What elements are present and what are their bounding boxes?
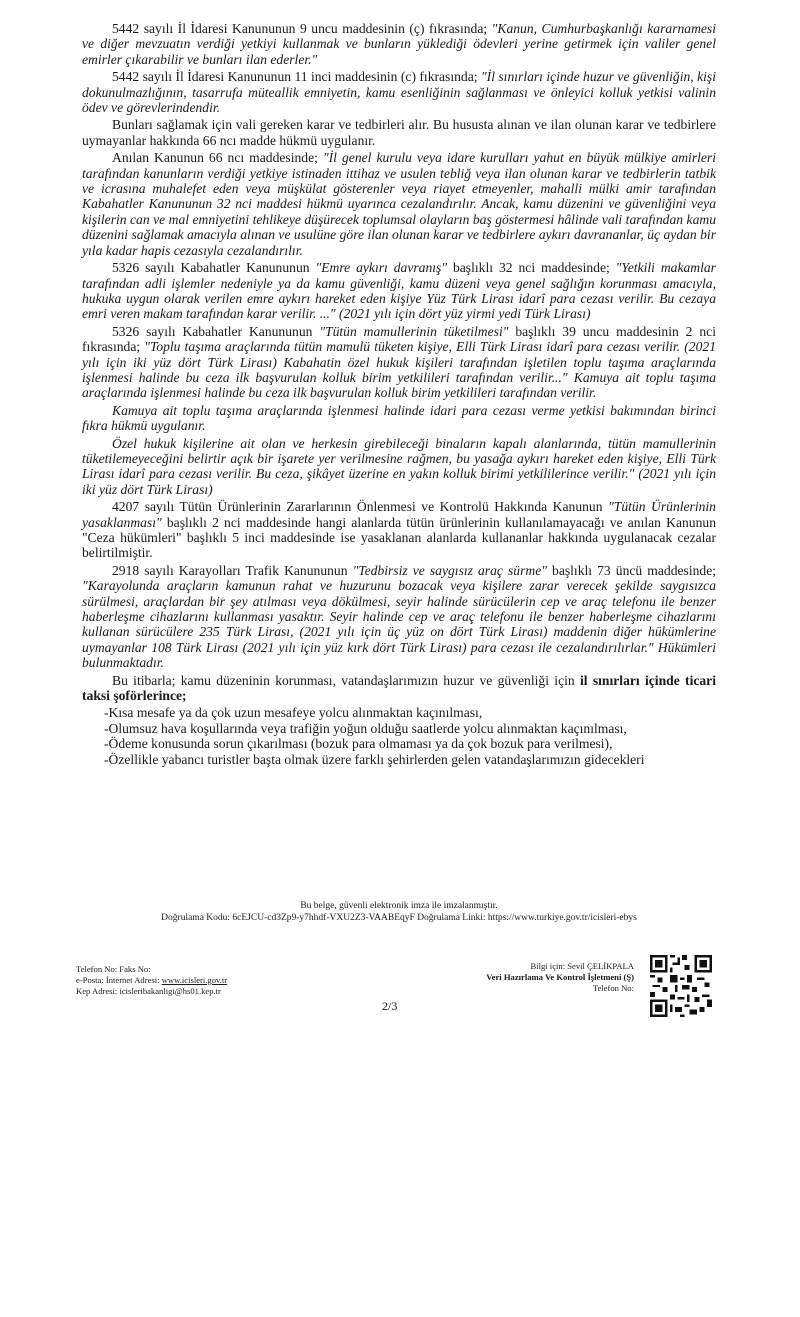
verification-code: Doğrulama Kodu: 6cEJCU-cd3Zp9-y7hhdf-VXU2Z3-VAABEqyF Doğrulama Linki: https://www.turkiye.gov.tr/icisleri-ebys <box>161 913 637 923</box>
text-run: 5442 sayılı İl İdaresi Kanununun 11 inci maddesinin (c) fıkrasında; <box>112 69 481 85</box>
signature-block <box>82 900 716 924</box>
qr-code-icon <box>650 955 712 1017</box>
list-item: -Özellikle yabancı turistler başta olmak üzere farklı şehirlerden gelen vatandaşlarımızın gidecekleri <box>104 751 645 767</box>
contact-phone: Telefon No: <box>592 983 634 993</box>
contact-title: Veri Hazırlama Ve Kontrol İşletmeni (Ş) <box>486 972 634 982</box>
text-run: başlıklı 39 uncu maddesinin 2 nci fıkrasında; <box>82 323 716 355</box>
text-run: "Tütün mamullerinin tüketilmesi" <box>319 323 509 339</box>
text-run: "İl sınırları içinde huzur ve güvenliğin, kişi dokunulmazlığının, tasarrufa müteallik emniyetin, kamu esenliğinin sağlanması ve önleyici kolluk yetkisi valinin ödev ve görevlerindendir. <box>82 69 716 116</box>
email-web-line <box>76 975 227 986</box>
text-run: "Yetkili makamlar tarafından adli işlemler nedeniyle ya da kamu güvenliği, kamu düzeni veya genel sağlığın korunması amacıyla, hukuka uygun olarak verilen emre aykırı hareket eden kişiye Yüz Türk Lirası idarî para cezası verilir. Bu cezaya emri veren makam tarafından karar verilir. ..." (2021 yılı için dört yüz yirmi yedi Türk Lirası) <box>82 260 716 322</box>
paragraph-10 <box>82 563 716 671</box>
text-run: 5326 sayılı Kabahatler Kanununun <box>112 260 316 276</box>
text-run: Bu itibarla; kamu düzeninin korunması, vatandaşlarımızın huzur ve güvenliği için <box>112 672 580 688</box>
paragraph-9 <box>82 499 716 561</box>
text-run: Kamuya ait toplu taşıma araçlarında işlenmesi halinde idari para cezası verme yetkisi bakımından birinci fıkra hükmü uygulanır. <box>82 402 716 434</box>
text-run: 2918 sayılı Karayolları Trafik Kanununun <box>112 562 353 578</box>
text-run: "Karayolunda araçların kamunun rahat ve huzurunu bozacak veya kişilere zarar verecek şekilde saygısızca sürülmesi, araçlardan bir şey atılması veya dökülmesi, seyir halinde sürücülerin cep ve araç telefonu ile benzer haberleşme cihazlarını kullanması yasaktır. Seyir halinde cep ve araç telefonu ile benzer haberleşme cihazlarını kullanan sürücülere 235 Türk Lirası, (2021 yılı için üç yüz on dört Türk Lirası) maddenin diğer hükümlerine uymayanlar 108 Türk Lirası (2021 yılı için yüz kırk dört Türk Lirası) para cezası ile cezalandırılırlar." Hükümleri bulunmaktadır. <box>82 578 716 671</box>
list-item: -Olumsuz hava koşullarında veya trafiğin yoğun olduğu saatlerde yolcu alınmaktan kaçınılması, <box>104 720 627 736</box>
signature-note: Bu belge, güvenli elektronik imza ile imzalanmıştır. <box>300 901 498 911</box>
kep-address-line: Kep Adresi: icisleribakanligi@hs01.kep.tr <box>76 986 221 996</box>
text-run: Özel hukuk kişilerine ait olan ve herkesin girebileceği binaların kapalı alanlarında, tütün mamullerinin tüketilemeyeceğini belirtir açık bir işarete yer verilmesine rağmen, bu yasağa aykırı hareket eden kişiye, Elli Türk Lirası idarî para cezası verilir. Bu ceza, şikâyet üzerine en yakın kolluk birimi yetkililerince verilir." (2021 yılı için iki yüz dört Türk Lirası) <box>82 435 716 497</box>
paragraph-7 <box>82 403 716 434</box>
document-body <box>82 21 716 767</box>
text-run: 4207 sayılı Tütün Ürünlerinin Zararlarının Önlenmesi ve Kontrolü Hakkında Kanunun <box>112 499 609 515</box>
paragraph-11 <box>82 673 716 704</box>
paragraph-4 <box>82 150 716 258</box>
text-run: başlıklı 73 üncü maddesinde; <box>546 562 717 578</box>
phone-fax-line: Telefon No: Faks No: <box>76 964 151 974</box>
text-run: "İl genel kurulu veya idare kurulları yahut en büyük mülkiye amirleri tarafından kanunların verdiği yetkiye istinaden ittihaz ve usulen tebliğ veya ilan olunan karar ve tedbirlerin tatbik ve icrasına muhalefet eden veya müşkülat gösterenler veya riayet etmeyenler, mahalli mülki amir tarafından Kabahatler Kanununun 32 nci maddesi hükmü uyarınca cezalandırılır. Ancak, kamu düzenini ve güvenliğini veya kişilerin can ve mal emniyetini tehlikeye düşürecek toplumsal olayların baş göstermesi hâlinde vali tarafından kamu düzenini sağlamak amacıyla alınan ve usulüne göre ilan olunan karar ve tedbirlere aykırı davrananlar, üç aydan bir yıla kadar hapis cezasıyla cezalandırılır. <box>82 150 716 258</box>
text-run: il sınırları içinde ticari taksi şoförlerince; <box>82 672 716 704</box>
text-run: başlıklı 2 nci maddesinde hangi alanlarda tütün ürünlerinin kullanılamayacağı ve anılan Kanunun "Ceza hükümleri" başlıklı 5 inci maddesinde ise yasaklanan alanlarda kullananlar hakkında uygulanacak cezalar belirtilmiştir. <box>82 514 716 561</box>
list-item: -Kısa mesafe ya da çok uzun mesafeye yolcu alınmaktan kaçınılması, <box>104 705 483 721</box>
contact-person: Bilgi için: Sevil ÇELİKPALA <box>530 961 634 971</box>
contact-footer <box>76 964 227 997</box>
text-run: Anılan Kanunun 66 ncı maddesinde; <box>112 150 323 166</box>
text-run: "Tedbirsiz ve saygısız araç sürme" <box>352 562 547 578</box>
text-run: 5442 sayılı İl İdaresi Kanununun 9 uncu maddesinin (ç) fıkrasında; <box>112 21 492 36</box>
text-run: "Tütün Ürünlerinin yasaklanması" <box>82 499 716 530</box>
page-number: 2/3 <box>382 999 398 1013</box>
text-run: Bunları sağlamak için vali gereken karar ve tedbirleri alır. Bu hususta alınan ve ilan olunan karar ve tedbirlere uymayanlar hakkında 66 ncı madde hükmü uygulanır. <box>82 117 716 148</box>
paragraph-3 <box>82 117 716 148</box>
email-web-label: e-Posta: İnternet Adresi: <box>76 975 162 985</box>
website-link[interactable]: www.icisleri.gov.tr <box>161 975 228 985</box>
text-run: başlıklı 32 nci maddesinde; <box>447 260 616 276</box>
paragraph-8 <box>82 436 716 498</box>
text-run: "Toplu taşıma araçlarında tütün mamulü tüketen kişiye, Elli Türk Lirası idarî para cezası verilir. (2021 yılı için iki yüz dört Türk Lirası) Kabahatin özel hukuk kişileri tarafından işletilen toplu taşıma araçlarında işlenmesi halinde bu ceza ilk başvurulan kolluk birim yetkilileri tarafından verilir..." Kamuya ait toplu taşıma araçlarında işlenmesi halinde bu ceza ilk başvurulan kolluk birim yetkilileri tarafından verilir. <box>82 339 716 401</box>
paragraph-2 <box>82 69 716 115</box>
text-run: "Emre aykırı davranış" <box>315 260 448 276</box>
paragraph-6 <box>82 324 716 401</box>
text-run: 5326 sayılı Kabahatler Kanununun <box>112 323 320 339</box>
prohibited-behaviors-list <box>82 705 716 767</box>
list-item: -Ödeme konusunda sorun çıkarılması (bozuk para olmaması ya da çok bozuk para verilmesi), <box>104 736 613 752</box>
info-footer <box>486 961 634 994</box>
text-run: "Kanun, Cumhurbaşkanlığı kararnamesi ve diğer mevzuatın verdiği yetkiyi kullanmak ve bunların yüklediği ödevleri yerine getirmek için valiler genel emirler çıkarabilir ve bunları ilan ederler." <box>82 21 716 67</box>
paragraph-1 <box>82 21 716 67</box>
paragraph-5 <box>82 260 716 322</box>
